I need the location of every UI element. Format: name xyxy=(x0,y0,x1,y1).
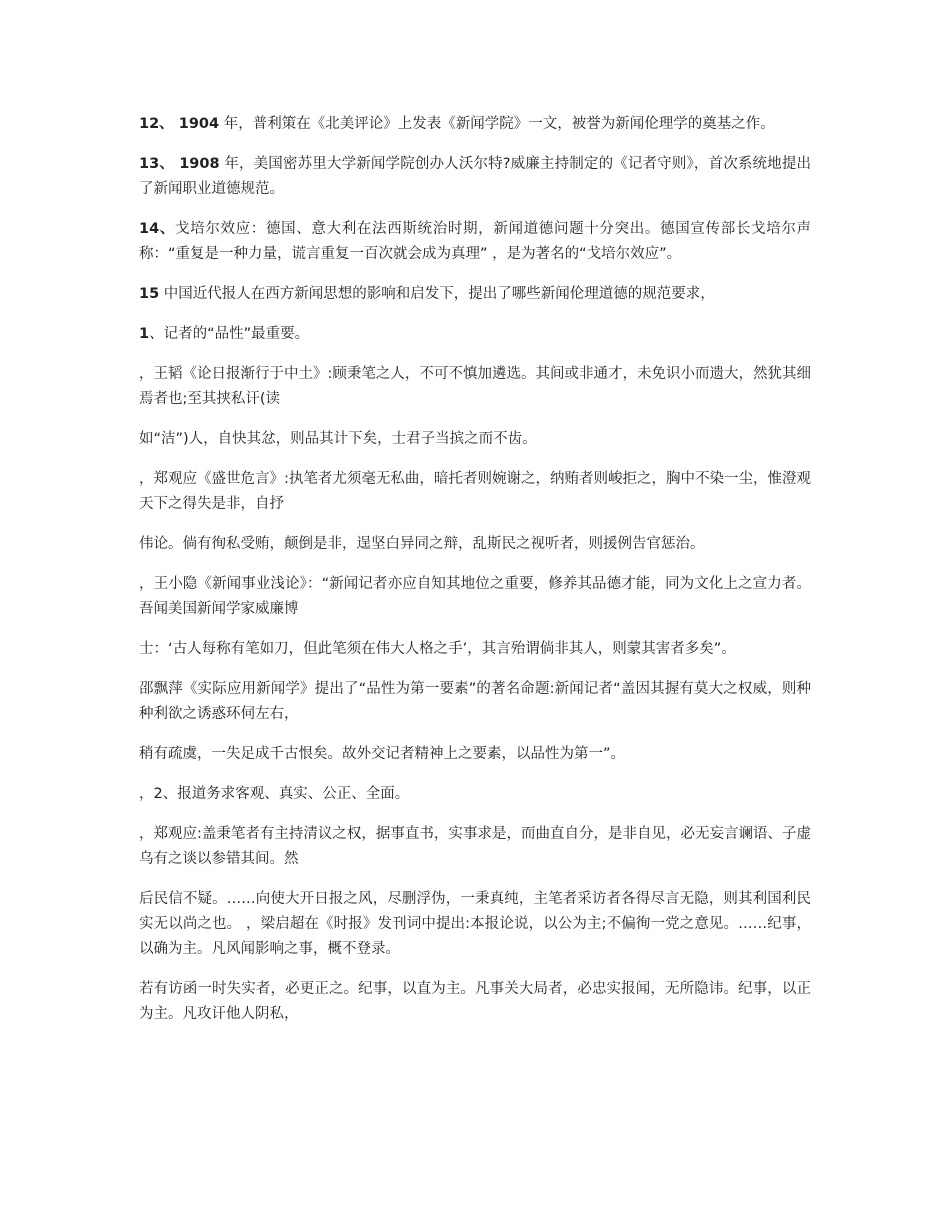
paragraph-text: 中国近代报人在西方新闻思想的影响和启发下，提出了哪些新闻伦理道德的规范要求， xyxy=(159,286,715,302)
paragraph-text: 年，普利策在《北美评论》上发表《新闻学院》一文，被誉为新闻伦理学的奠基之作。 xyxy=(219,116,775,132)
paragraph-text: 士：‘古人每称有笔如刀，但此笔须在伟大人格之手’，其言殆谓倘非其人，则蒙其害者多矣”。 xyxy=(139,641,736,657)
paragraph-text: 邵飘萍《实际应用新闻学》提出了“品性为第一要素”的著名命题:新闻记者“盖因其握有莫大之权威，则种种利欲之诱惑环伺左右， xyxy=(139,681,811,722)
paragraph-text: ，郑观应:盖秉笔者有主持清议之权，据事直书，实事求是，而曲直自分，是非自见，必无妄言谰语、子虚乌有之谈以参错其间。然 xyxy=(139,826,811,867)
paragraph-13 xyxy=(139,152,811,202)
paragraph-text: ，郑观应《盛世危言》:执笔者尤须毫无私曲，暗托者则婉谢之，纳贿者则峻拒之，胸中不染一尘，惟澄观天下之得失是非，自抒 xyxy=(139,471,811,512)
paragraph-zheng-guanying xyxy=(139,467,811,517)
paragraph-wang-tao-cont xyxy=(139,427,811,452)
paragraph-point-1 xyxy=(139,322,811,347)
paragraph-text: ，2、报道务求客观、真实、公正、全面。 xyxy=(139,786,410,802)
paragraph-lead: 15 xyxy=(139,286,160,302)
paragraph-point-2 xyxy=(139,782,811,807)
paragraph-text: 戈培尔效应：德国、意大利在法西斯统治时期，新闻道德问题十分突出。德国宣传部长戈培尔声称：“重复是一种力量，谎言重复一百次就会成为真理” ，是为著名的“戈培尔效应”。 xyxy=(139,221,811,262)
paragraph-text: 若有访函一时失实者，必更正之。纪事，以直为主。凡事关大局者，必忠实报闻，无所隐讳。纪事，以正为主。凡攻讦他人阴私， xyxy=(139,981,811,1022)
paragraph-text: 如“洁”)人，自快其忿，则品其计下矣，士君子当摈之而不齿。 xyxy=(139,431,537,447)
paragraph-14 xyxy=(139,217,811,267)
paragraph-15 xyxy=(139,282,811,307)
paragraph-12 xyxy=(139,112,811,137)
document-page xyxy=(139,112,811,1042)
paragraph-liang-qichao-cont xyxy=(139,977,811,1027)
paragraph-shao-piaoping xyxy=(139,677,811,727)
paragraph-zheng-guanying-2 xyxy=(139,822,811,872)
paragraph-wang-xiaoyin-cont xyxy=(139,637,811,662)
paragraph-text: 年，美国密苏里大学新闻学院创办人沃尔特?威廉主持制定的《记者守则》，首次系统地提出了新闻职业道德规范。 xyxy=(139,156,811,197)
paragraph-shao-piaoping-cont xyxy=(139,742,811,767)
paragraph-text: 伟论。倘有徇私受贿，颠倒是非，逞坚白异同之辩，乱斯民之视听者，则援例告官惩治。 xyxy=(139,536,705,552)
paragraph-text: ，王韬《论日报渐行于中土》:顾秉笔之人，不可不慎加遴选。其间或非通才，未免识小而遗大，然犹其细焉者也;至其挟私讦(读 xyxy=(139,366,811,407)
paragraph-wang-tao xyxy=(139,362,811,412)
paragraph-lead: 13、 1908 xyxy=(139,156,220,172)
paragraph-lead: 14、 xyxy=(139,221,175,237)
paragraph-text: 、记者的“品性”最重要。 xyxy=(149,326,310,342)
paragraph-zheng-guanying-cont xyxy=(139,532,811,557)
paragraph-text: 后民信不疑。……向使大开日报之风，尽删浮伪，一秉真纯，主笔者采访者各得尽言无隐，则其利国利民实无以尚之也。 ，梁启超在《时报》发刊词中提出:本报论说，以公为主;不偏徇一党之意见。……纪事，以确为主。凡风闻影响之事，概不登录。 xyxy=(139,891,811,957)
paragraph-text: ，王小隐《新闻事业浅论》：“新闻记者亦应自知其地位之重要，修养其品德才能，同为文化上之宣力者。吾闻美国新闻学家威廉博 xyxy=(139,576,811,617)
paragraph-liang-qichao xyxy=(139,887,811,962)
paragraph-wang-xiaoyin xyxy=(139,572,811,622)
paragraph-lead: 1 xyxy=(139,326,150,342)
paragraph-text: 稍有疏虞，一失足成千古恨矣。故外交记者精神上之要素，以品性为第一”。 xyxy=(139,746,626,762)
paragraph-lead: 12、 1904 xyxy=(139,116,220,132)
